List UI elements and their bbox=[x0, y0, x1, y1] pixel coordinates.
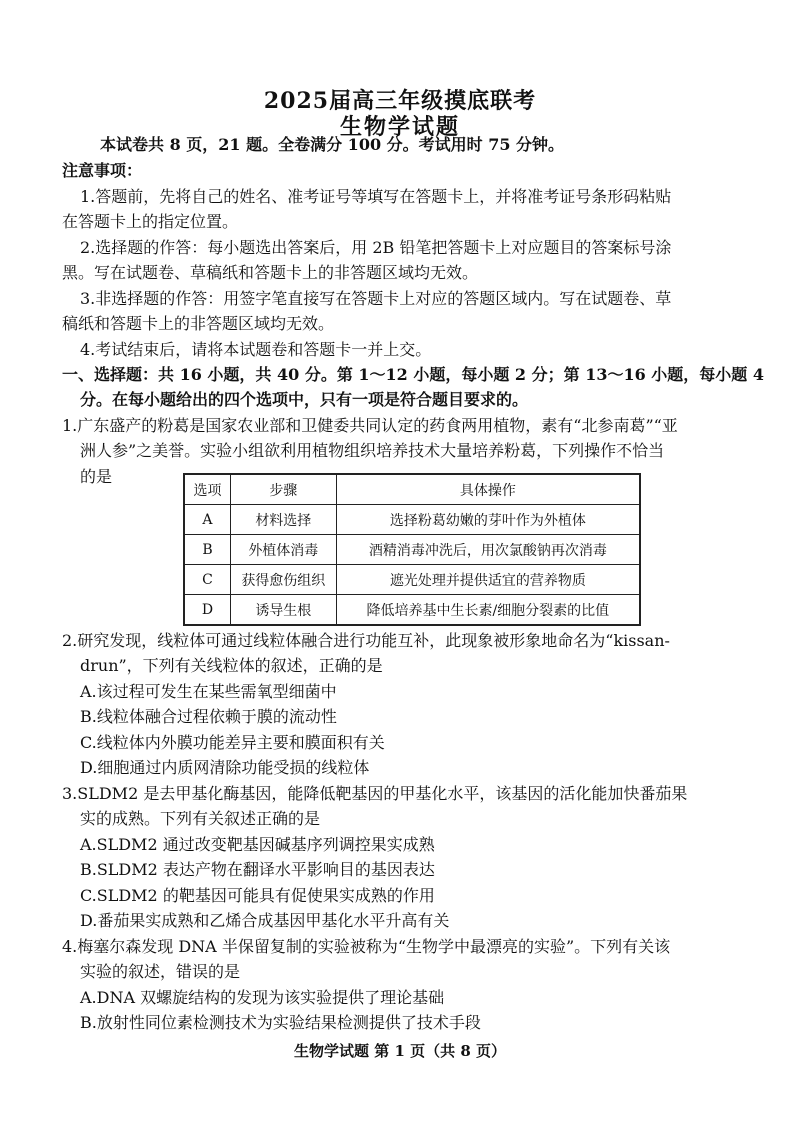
question-3-option: A.SLDM2 通过改变靶基因碱基序列调控果实成熟 bbox=[80, 835, 435, 854]
question-2-option: C.线粒体内外膜功能差异主要和膜面积有关 bbox=[80, 733, 385, 752]
table-cell: 诱导生根 bbox=[230, 595, 336, 626]
question-3-option: C.SLDM2 的靶基因可能具有促使果实成熟的作用 bbox=[80, 886, 435, 905]
table-row bbox=[184, 535, 640, 565]
table-cell: 遮光处理并提供适宜的营养物质 bbox=[336, 565, 640, 595]
notice-line: 在答题卡上的指定位置。 bbox=[62, 212, 239, 231]
notice-line: 黑。写在试题卷、草稿纸和答题卡上的非答题区域均无效。 bbox=[62, 263, 479, 282]
question-1-stem: 的是 bbox=[80, 467, 113, 486]
question-2-stem: drun”，下列有关线粒体的叙述，正确的是 bbox=[80, 656, 383, 675]
question-4-stem: 4.梅塞尔森发现 DNA 半保留复制的实验被称为“生物学中最漂亮的实验”。下列有关该 bbox=[62, 937, 671, 956]
table-header-cell: 具体操作 bbox=[336, 474, 640, 505]
table-row bbox=[184, 505, 640, 535]
operations-table bbox=[183, 473, 641, 626]
table-cell: 材料选择 bbox=[230, 505, 336, 535]
question-3-stem: 3.SLDM2 是去甲基化酶基因，能降低靶基因的甲基化水平，该基因的活化能加快番茄果 bbox=[62, 784, 688, 803]
question-1-stem: 洲人参”之美誉。实验小组欲利用植物组织培养技术大量培养粉葛，下列操作不恰当 bbox=[80, 441, 665, 460]
table-cell: 获得愈伤组织 bbox=[230, 565, 336, 595]
table-row bbox=[184, 565, 640, 595]
table-header-cell: 步骤 bbox=[230, 474, 336, 505]
table-cell: D bbox=[184, 595, 230, 626]
question-2-option: A.该过程可发生在某些需氧型细菌中 bbox=[80, 682, 337, 701]
question-3-option: D.番茄果实成熟和乙烯合成基因甲基化水平升高有关 bbox=[80, 911, 450, 930]
table-cell: B bbox=[184, 535, 230, 565]
table-row bbox=[184, 595, 640, 626]
page-footer: 生物学试题 第 1 页（共 8 页） bbox=[294, 1042, 506, 1060]
exam-intro: 本试卷共 8 页，21 题。全卷满分 100 分。考试用时 75 分钟。 bbox=[100, 135, 565, 154]
table-header-row bbox=[184, 474, 640, 505]
notice-line: 稿纸和答题卡上的非答题区域均无效。 bbox=[62, 314, 335, 333]
table-cell: 选择粉葛幼嫩的芽叶作为外植体 bbox=[336, 505, 640, 535]
table-cell: 外植体消毒 bbox=[230, 535, 336, 565]
question-3-stem: 实的成熟。下列有关叙述正确的是 bbox=[80, 809, 321, 828]
question-2-option: B.线粒体融合过程依赖于膜的流动性 bbox=[80, 707, 337, 726]
table-header-cell: 选项 bbox=[184, 474, 230, 505]
subject-title: 生物学试题 bbox=[339, 114, 460, 140]
question-3-option: B.SLDM2 表达产物在翻译水平影响目的基因表达 bbox=[80, 860, 435, 879]
notice-heading: 注意事项： bbox=[62, 161, 143, 180]
question-2-option: D.细胞通过内质网清除功能受损的线粒体 bbox=[80, 758, 370, 777]
section-heading-cont: 分。在每小题给出的四个选项中，只有一项是符合题目要求的。 bbox=[80, 390, 529, 409]
question-2-stem: 2.研究发现，线粒体可通过线粒体融合进行功能互补，此现象被形象地命名为“kissan- bbox=[62, 631, 670, 650]
section-heading: 一、选择题：共 16 小题，共 40 分。第 1～12 小题，每小题 2 分；第 13～16 小题，每小题 4 bbox=[62, 365, 765, 384]
notice-line: 1.答题前，先将自己的姓名、准考证号等填写在答题卡上，并将准考证号条形码粘贴 bbox=[80, 187, 672, 206]
question-4-stem: 实验的叙述，错误的是 bbox=[80, 962, 241, 981]
table-cell: 降低培养基中生长素/细胞分裂素的比值 bbox=[336, 595, 640, 626]
table-cell: C bbox=[184, 565, 230, 595]
exam-title: 2025届高三年级摸底联考 bbox=[263, 88, 537, 114]
notice-line: 2.选择题的作答：每小题选出答案后，用 2B 铅笔把答题卡上对应题目的答案标号涂 bbox=[80, 238, 672, 257]
question-4-option: B.放射性同位素检测技术为实验结果检测提供了技术手段 bbox=[80, 1013, 481, 1032]
table-cell: A bbox=[184, 505, 230, 535]
notice-line: 4.考试结束后，请将本试题卷和答题卡一并上交。 bbox=[80, 340, 432, 359]
question-1-stem: 1.广东盛产的粉葛是国家农业部和卫健委共同认定的药食两用植物，素有“北参南葛”“亚 bbox=[62, 416, 678, 435]
question-4-option: A.DNA 双螺旋结构的发现为该实验提供了理论基础 bbox=[80, 988, 445, 1007]
notice-line: 3.非选择题的作答：用签字笔直接写在答题卡上对应的答题区域内。写在试题卷、草 bbox=[80, 289, 672, 308]
table-cell: 酒精消毒冲洗后，用次氯酸钠再次消毒 bbox=[336, 535, 640, 565]
